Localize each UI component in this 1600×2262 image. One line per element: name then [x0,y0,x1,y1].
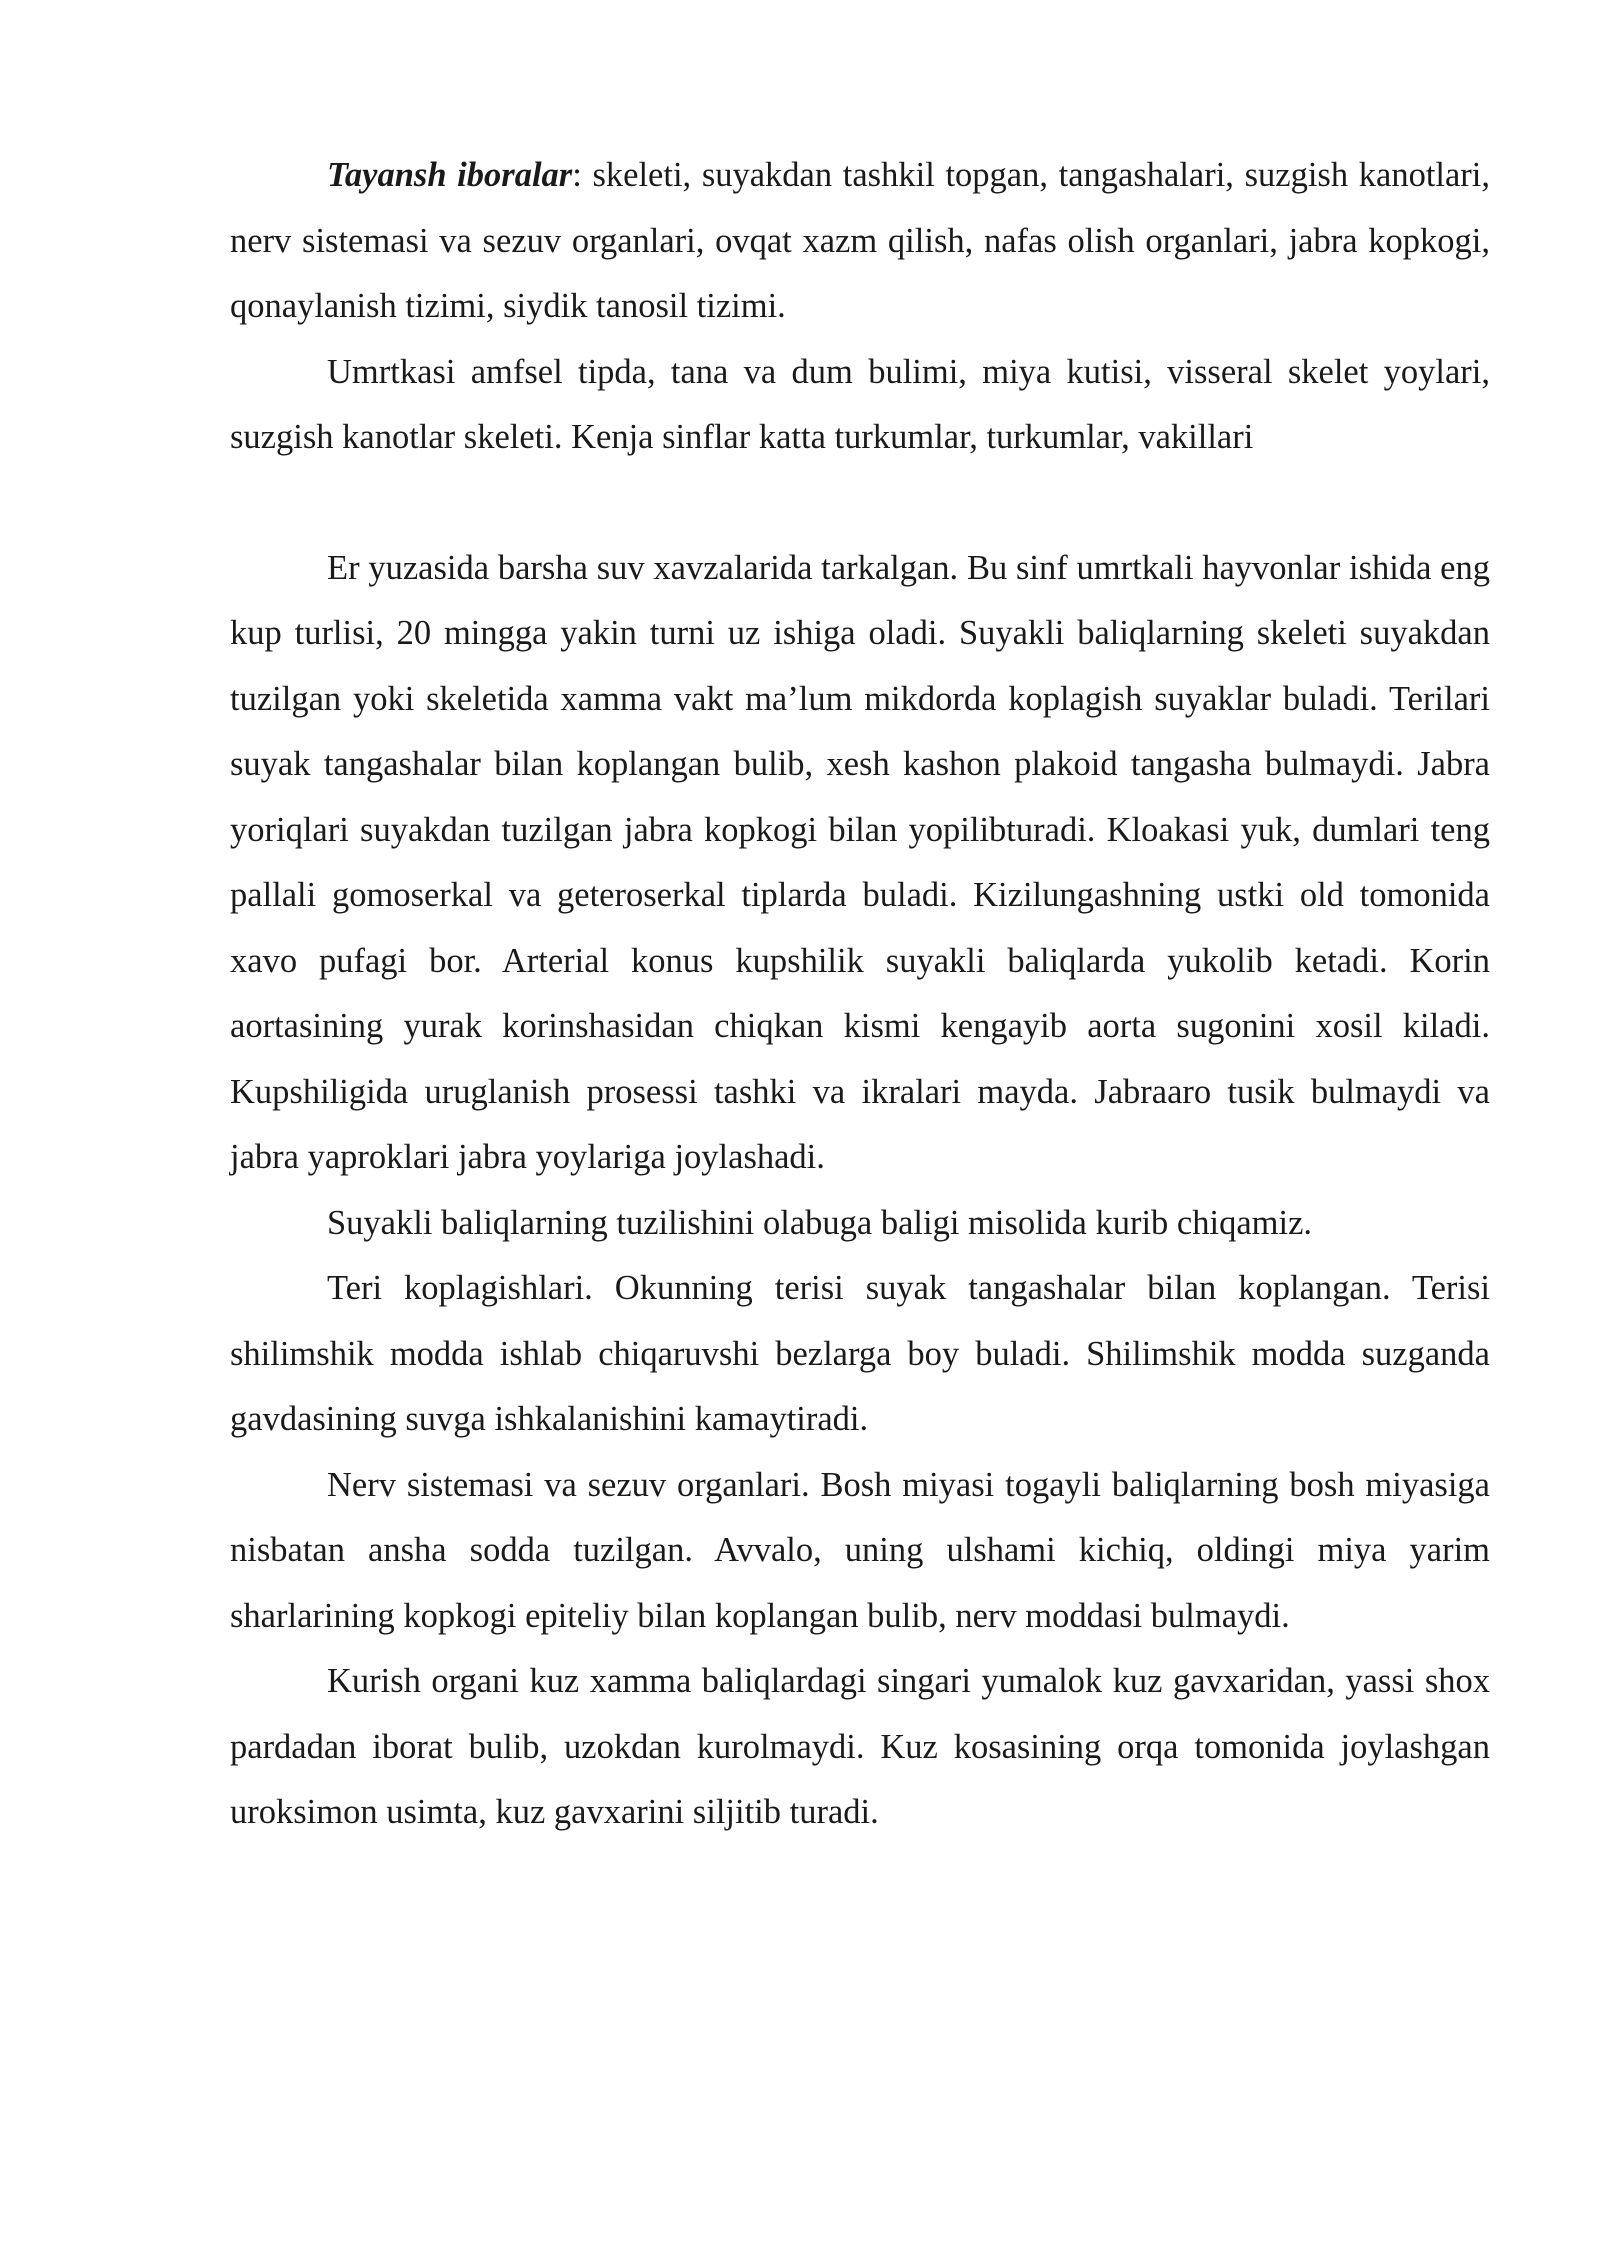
keywords-text: : skeleti, suyakdan tashkil topgan, tangashalari, suzgish kanotlari, nerv sistemasi va sezuv organlari, ovqat xazm qilish, nafas olish organlari, jabra kopkogi, qonaylanish tizimi, siydik tanosil tizimi. [230,156,1490,325]
paragraph-nervous-system: Nerv sistemasi va sezuv organlari. Bosh miyasi togayli baliqlarning bosh miyasiga nisbatan ansha sodda tuzilgan. Avvalo, uning ulshami kichiq, oldingi miya yarim sharlarining kopkogi epiteliy bilan koplangan bulib, nerv moddasi bulmaydi. [230,1465,1490,1635]
paragraph-distribution: Er yuzasida barsha suv xavzalarida tarkalgan. Bu sinf umrtkali hayvonlar ishida eng kup turlisi, 20 mingga yakin turni uz ishiga oladi. Suyakli baliqlarning skeleti suyakdan tuzilgan yoki skeletida xamma vakt ma’lum mikdorda koplagish suyaklar buladi. Terilari suyak tangashalar bilan koplangan bulib, xesh kashon plakoid tangasha bulmaydi. Jabra yoriqlari suyakdan tuzilgan jabra kopkogi bilan yopilibturadi. Kloakasi yuk, dumlari teng pallali gomoserkal va geteroserkal tiplarda buladi. Kizilungashning ustki old tomonida xavo pufagi bor. Arterial konus kupshilik suyakli baliqlarda yukolib ketadi. Korin aortasining yurak korinshasidan chiqkan kismi kengayib aorta sugonini xosil kiladi. Kupshiligida uruglanish prosessi tashki va ikralari mayda. Jabraaro tusik bulmaydi va jabra yaproklari jabra yoylariga joylashadi. [230,548,1490,1176]
paragraph-vision: Kurish organi kuz xamma baliqlardagi singari yumalok kuz gavxaridan, yassi shox pardadan iborat bulib, uzokdan kurolmaydi. Kuz kosasining orqa tomonida joylashgan uroksimon usimta, kuz gavxarini siljitib turadi. [230,1662,1490,1831]
keywords-label: Tayansh iboralar [327,156,573,194]
paragraph-skeleton: Umrtkasi amfsel tipda, tana va dum bulimi, miya kutisi, visseral skelet yoylari, suzgish kanotlar skeleti. Kenja sinflar katta turkumlar, turkumlar, vakillari [230,352,1490,456]
document-page [230,143,1490,1846]
paragraph-example: Suyakli baliqlarning tuzilishini olabuga baligi misolida kurib chiqamiz. [327,1203,1313,1242]
paragraph-skin: Teri koplagishlari. Okunning terisi suyak tangashalar bilan koplangan. Terisi shilimshik modda ishlab chiqaruvshi bezlarga boy buladi. Shilimshik modda suzganda gavdasining suvga ishkalanishini kamaytiradi. [230,1269,1490,1438]
keywords-paragraph [230,143,1490,340]
